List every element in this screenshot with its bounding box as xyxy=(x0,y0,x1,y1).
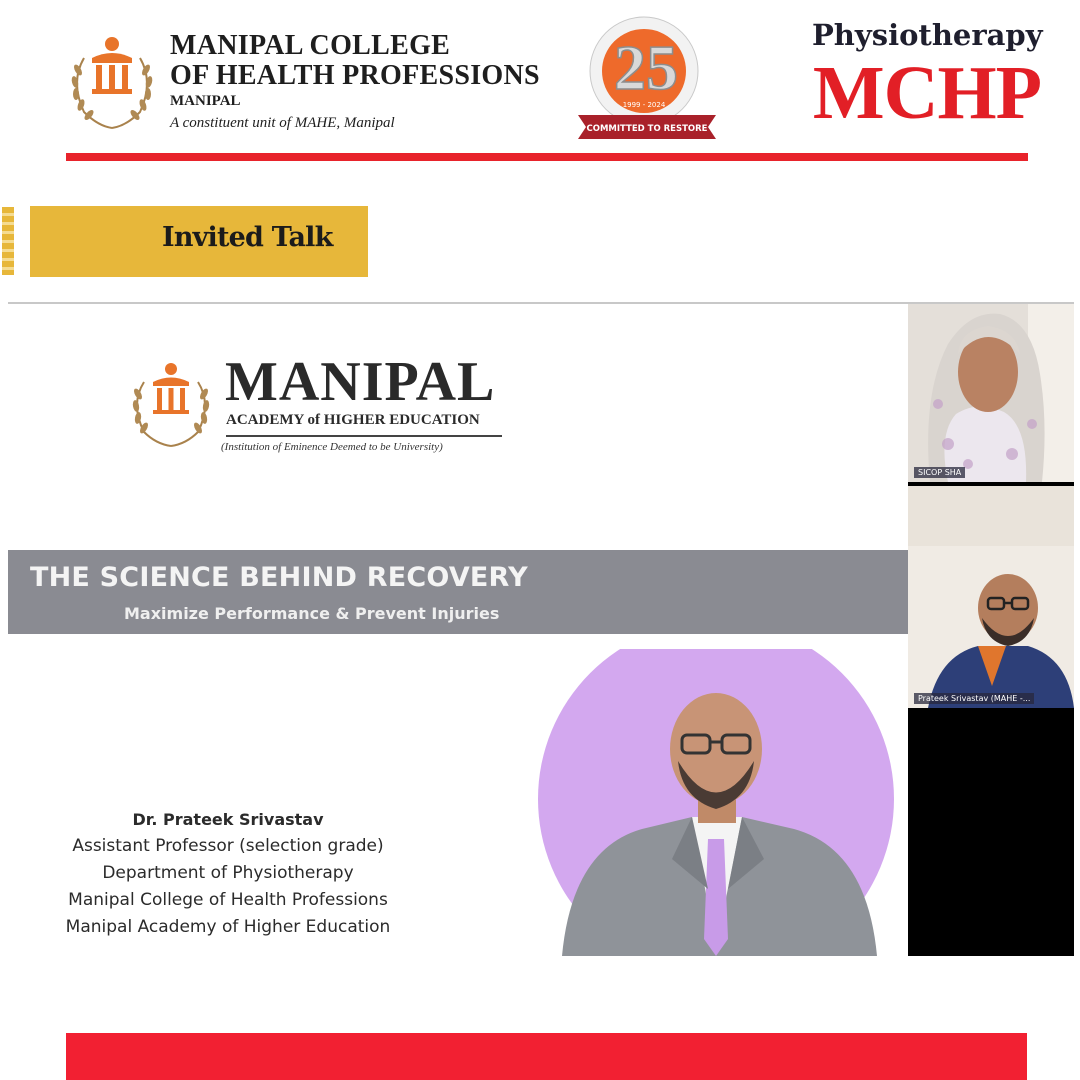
university-divider xyxy=(226,435,502,437)
speaker-name: Dr. Prateek Srivastav xyxy=(132,810,324,829)
participant-video-feed xyxy=(908,486,1074,708)
speaker-college: Manipal College of Health Professions xyxy=(68,890,388,910)
university-name: MANIPAL xyxy=(225,351,496,413)
participant-video-feed xyxy=(908,304,1074,482)
invited-talk-label: Invited Talk xyxy=(162,222,333,253)
speaker-details xyxy=(28,806,428,941)
presentation-slide xyxy=(8,304,908,956)
participant-name-label: SICOP SHA xyxy=(914,467,965,478)
college-city: MANIPAL xyxy=(170,93,241,109)
college-name-line1: MANIPAL COLLEGE xyxy=(170,30,451,61)
tag-side-strip xyxy=(2,207,14,275)
meeting-screen xyxy=(8,304,1074,956)
participant-tile[interactable] xyxy=(908,486,1074,708)
speaker-designation: Assistant Professor (selection grade) xyxy=(72,836,384,856)
header-divider xyxy=(66,153,1028,161)
mchp-emblem-logo xyxy=(64,30,160,140)
speaker-department: Department of Physiotherapy xyxy=(102,863,354,883)
empty-video-tile xyxy=(908,710,1074,956)
department-code: MCHP xyxy=(812,51,1042,135)
anniversary-ribbon: COMMITTED TO RESTORE xyxy=(586,124,708,134)
slide-subtitle: Maximize Performance & Prevent Injuries xyxy=(124,604,500,623)
college-unit-note: A constituent unit of MAHE, Manipal xyxy=(170,115,395,131)
anniversary-number: 25 xyxy=(614,32,678,103)
college-name-line2: OF HEALTH PROFESSIONS xyxy=(170,60,540,91)
speaker-university: Manipal Academy of Higher Education xyxy=(65,917,391,937)
department-label: Physiotherapy xyxy=(812,18,1043,52)
university-subtitle: ACADEMY of HIGHER EDUCATION xyxy=(226,412,480,428)
mahe-emblem-logo xyxy=(126,356,216,456)
speaker-photo xyxy=(532,649,902,956)
participant-tile[interactable] xyxy=(908,304,1074,482)
anniversary-25-logo xyxy=(570,5,725,150)
participant-name-label: Prateek Srivastav (MAHE -... xyxy=(914,693,1034,704)
slide-title: THE SCIENCE BEHIND RECOVERY xyxy=(30,562,528,593)
anniversary-years: 1999 - 2024 xyxy=(622,101,666,109)
university-status: (Institution of Eminence Deemed to be University) xyxy=(221,441,443,453)
participant-video-column xyxy=(908,304,1074,956)
footer-bar xyxy=(66,1033,1027,1080)
